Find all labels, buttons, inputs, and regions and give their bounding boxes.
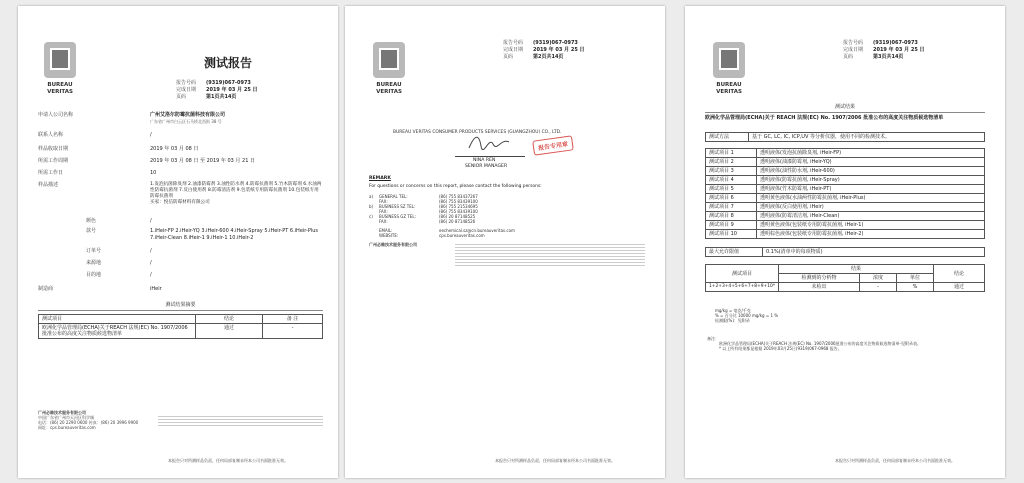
fineprint-block (455, 242, 645, 268)
remark-text: For questions or concerns on this report, please contact the following persons: (369, 184, 542, 189)
section-title: 测试结果 (834, 104, 855, 110)
summary-row: 欧洲化学品管理局(ECHA)关于REACH 法规(EC) No. 1907/2006批准公布的高度关注物质候选物清单 通过 - (39, 324, 323, 339)
table-row: 测试项目 5 透明液体(竹木防霉剂, iHeir-PT) (706, 185, 985, 194)
field-order-no: 订单号 / (86, 248, 152, 254)
contact-list (369, 194, 569, 238)
report-no: (9319)067-0973 (206, 80, 251, 86)
result-table (705, 264, 985, 292)
date-label: 完成日期 (176, 87, 197, 93)
field-sample-description: 样品描述 1.发泡抗菌除臭剂 2.油漆防霉剂 3.油性防水剂 4.防霉抗菌剂 5.竹木防霉剂 6.水油两性防霉抗菌剂 7.反白使用剂 8.防霉清洁剂 9.包装纸专用防霉抗菌剂 10.包装纸专用防霉抗菌剂 买家：悦信防霉材料有限公司 (38, 182, 322, 205)
table-row: 测试项目 9 透明黄色液体(包装纸专用防霉抗菌剂, iHeir-1) (706, 221, 985, 230)
field-applicant: 申请人公司名称 广州艾洛尔防霉抗菌科技有限公司 广东省广州市白云区石马桥北西街 38 号 (38, 112, 226, 124)
table-row: 测试项目 8 透明液体(防霉清洁剂, iHeir-Clean) (706, 212, 985, 221)
table-row: 测试项目 7 透明液体(反白使用剂, iHeir) (706, 203, 985, 212)
result-header-row: 测试项目 结果 结论 (706, 265, 985, 274)
footer-fineprint (158, 414, 323, 428)
contact-row: a) GENERAL TEL: (86) 755 83437267 (369, 194, 478, 199)
mid-footer-address: 广州必维技术服务有限公司 (369, 242, 417, 247)
limit-table (705, 247, 985, 257)
contact-row: FAX: (86) 755 83439100 (379, 209, 478, 214)
table-row: 测试项目 6 透明黄色液体(水油两性防霉抗菌剂, iHeir-Plus) (706, 194, 985, 203)
field-manufacturer: 制造商 iHeir (38, 286, 162, 292)
table-row: 测试项目 2 透明液体(油漆防霉剂, iHeir-YQ) (706, 158, 985, 167)
contact-row: b) BUSINESS SZ TEL: (86) 755 21534695 (369, 204, 478, 209)
bureau-veritas-logo-icon (367, 40, 411, 96)
footer-note: 本报告只对所测样品负责，任何局部复制未经本公司书面批准无效。 (168, 458, 288, 463)
footer-address: 广州必维技术服务有限公司 中国广东省广州市天河区科学城 电话：(86) 20 2290 0600 传真：(86) 20 3996 9900 网址：cps.bureauveritas.com (38, 410, 139, 430)
bureau-veritas-logo-icon (707, 40, 751, 96)
contact-row: FAX: (86) 20 87148526 (379, 219, 476, 224)
remark-title: REMARK (369, 176, 391, 181)
report-header: 报告号码 (9319)067-0973 完成日期 2019 年 03 月 25 日 页码 第3页共14页 (843, 40, 925, 60)
field-sample-date: 样品收取日期 2019 年 03 月 08 日 (38, 146, 199, 152)
completion-date: 2019 年 03 月 25 日 (206, 87, 258, 93)
field-contact: 联系人名称 / (38, 132, 152, 138)
summary-title: 测试结果摘要 (165, 302, 196, 308)
report-page-1 (18, 6, 338, 478)
svg-text:VERITAS: VERITAS (47, 89, 73, 95)
field-destination: 目的地 / (86, 272, 152, 278)
svg-text:BUREAU: BUREAU (716, 82, 742, 88)
company-name: BUREAU VERITAS CONSUMER PRODUCTS SERVICES (GUANGZHOU) CO., LTD. (393, 130, 562, 135)
report-header: 报告号码 (9319)067-0973 完成日期 2019 年 03 月 25 日 页码 第2页共14页 (503, 40, 585, 60)
footer-note: 本报告只对所测样品负责，任何局部复制未经本公司书面批准无效。 (495, 458, 615, 463)
report-page-2 (345, 6, 665, 478)
table-row: 测试项目 3 透明液体(油性防水剂, iHeir-600) (706, 167, 985, 176)
result-subheader-row: 检测到的分析物 浓度 单位 (706, 274, 985, 283)
svg-text:VERITAS: VERITAS (376, 89, 402, 95)
remarks: 备注： 欧洲化学品管理局(ECHA)关于REACH 法规(EC) No. 1907/2006批准公布的高度关注物质候选物清单-见附录表。 * 以上所有结果都是根据 2019年03月25日(9319)067-0968 报告。 (707, 336, 922, 351)
table-row: 测试项目 4 透明液体(防霉抗菌剂, iHeir-Spray) (706, 176, 985, 185)
field-work-period: 所需工作周期 2019 年 03 月 08 日 至 2019 年 03 月 21 日 (38, 158, 255, 164)
items-table (705, 148, 985, 239)
official-stamp: 报告专用章 (532, 135, 574, 155)
signature-icon (465, 132, 515, 154)
contact-row: WEBSITE: cps.bureauveritas.com (379, 233, 485, 238)
svg-text:BUREAU: BUREAU (47, 82, 73, 88)
contact-row: FAX: (86) 755 83439100 (379, 199, 478, 204)
contact-row: EMAIL: eechemical.sz@cn.bureauveritas.com (379, 228, 515, 233)
field-origin: 来源地 / (86, 260, 152, 266)
table-row: 测试项目 1 透明液体(发泡抗菌除臭剂, iHeir-FP) (706, 149, 985, 158)
page-label: 页码 (176, 94, 187, 100)
page-number: 第1页共14页 (206, 94, 237, 100)
result-row: 1+2+3+4+5+6+7+8+9+10* 未检出 - % 通过 (706, 283, 985, 292)
section-heading: 欧洲化学品管理局(ECHA)关于 REACH 法规(EC) No. 1907/2006 批准公布的高度关注物质候选物清单 (705, 115, 944, 121)
svg-text:BUREAU: BUREAU (376, 82, 402, 88)
field-work-days: 所需工作日 10 (38, 170, 157, 176)
summary-header-row: 测试项目 结论 备 注 (39, 315, 323, 324)
signer-name: NINA REN (473, 158, 496, 163)
field-style-no: 款号 1.iHeir-FP 2.iHeir-YQ 3.iHeir-600 4.iHeir-Spray 5.iHeir-PT 6.iHeir-Plus 7.iHeir-Clean 8.iHeir-1 9.iHeir-1 10.iHeir-2 (86, 228, 319, 241)
report-header (176, 80, 258, 101)
method-row: 测试方法 基于 GC, LC, IC, ICP,UV 等分析仪器，使用不同的检测技术。 (706, 133, 985, 142)
contact-row: c) BUSINESS GZ TEL: (86) 20 87148525 (369, 214, 476, 219)
footer-note: 本报告只对所测样品负责，任何局部复制未经本公司书面批准无效。 (835, 458, 955, 463)
method-table (705, 132, 985, 142)
signer-title: SENIOR MANAGER (465, 164, 508, 169)
bureau-veritas-logo-icon (38, 40, 82, 96)
page-title: 测试报告 (204, 56, 253, 70)
report-page-3 (685, 6, 1005, 478)
report-no-label: 报告号码 (176, 80, 197, 86)
limit-row: 最大允许限值 0.1%(清单中的每项物质) (706, 248, 985, 257)
summary-table (38, 314, 323, 339)
table-row: 测试项目 10 透明棕色液体(包装纸专用防霉抗菌剂, iHeir-2) (706, 230, 985, 239)
field-color: 颜色 / (86, 218, 152, 224)
svg-text:VERITAS: VERITAS (716, 89, 742, 95)
notes: mg/kg = 毫克/千克 % = 百分比 10000 mg/kg = 1 % 检测限(%)：见附录 (715, 308, 779, 323)
